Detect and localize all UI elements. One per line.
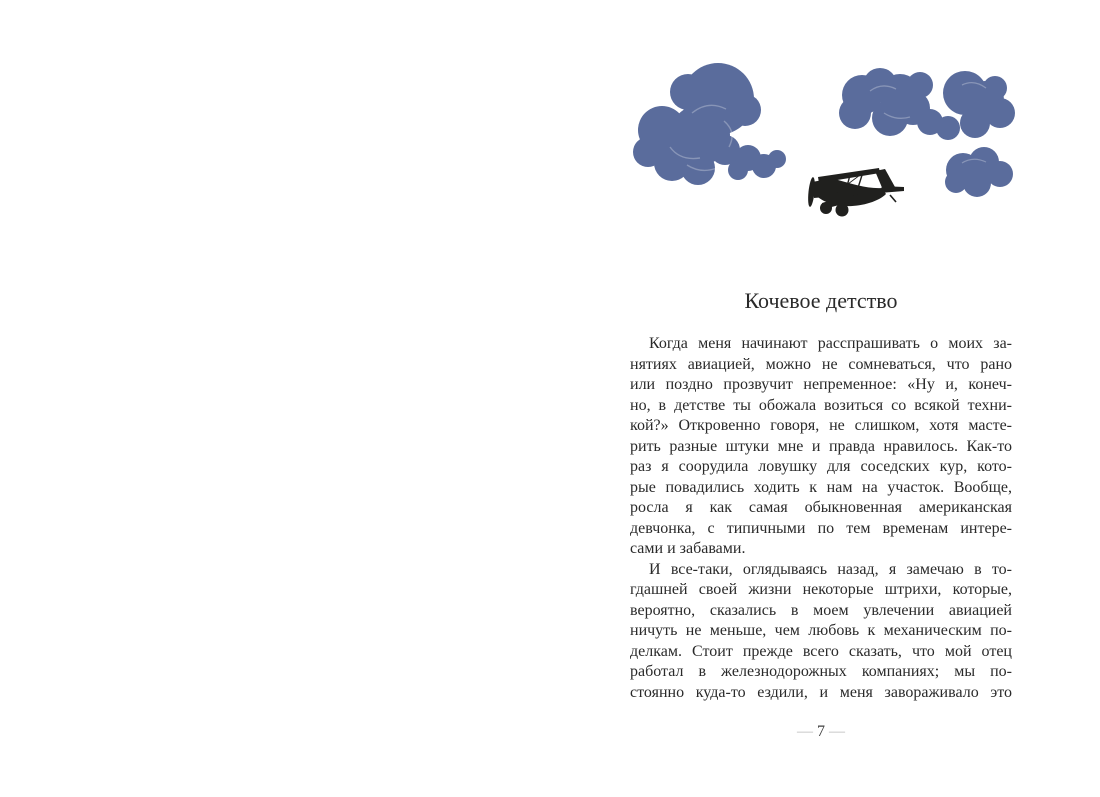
footer-dash-left: — <box>797 723 813 740</box>
text-line: девчонка, с типичными по тем временам интере- <box>630 519 1012 537</box>
text-line: раз я соорудила ловушку для соседских кур, кото- <box>630 458 1012 475</box>
text-line: делкам. Стоит прежде всего сказать, что мой отец <box>630 642 1012 660</box>
text-line: И все-таки, оглядываясь назад, я замечаю в то- <box>649 560 1012 578</box>
chapter-body <box>630 334 1012 703</box>
text-line: сами и забавами. <box>630 540 746 557</box>
biplane-icon <box>807 168 904 217</box>
text-line: росла я как самая обыкновенная американская <box>630 499 1012 516</box>
text-line: работал в железнодорожных компаниях; мы по- <box>630 663 1012 680</box>
text-line: вероятно, сказались в моем увлечении авиацией <box>630 601 1012 619</box>
text-line: нятиях авиацией, можно не сомневаться, что рано <box>630 355 1012 373</box>
text-line: ничуть не меньше, чем любовь к механическим по- <box>630 622 1012 639</box>
footer-dash-right: — <box>829 723 845 740</box>
text-line: рить разные штуки мне и правда нравилось. Как-то <box>630 437 1012 455</box>
page-number: 7 <box>817 723 825 740</box>
chapter-title: Кочевое детство <box>744 288 898 313</box>
text-line: гдашней своей жизни некоторые штрихи, которые, <box>630 581 1012 598</box>
cloud-small-icon <box>945 147 1013 197</box>
text-line: но, в детстве ты обожала возиться со всякой техни- <box>630 396 1012 414</box>
cloud-large-icon <box>633 63 786 185</box>
text-line: кой?» Откровенно говоря, не слишком, хотя масте- <box>630 417 1012 434</box>
chapter-illustration <box>632 55 1017 225</box>
text-line: стоянно куда-то ездили, и меня завораживало это <box>630 683 1012 701</box>
text-line: Когда меня начинают расспрашивать о моих за- <box>649 335 1012 352</box>
text-line: рые повадились ходить к нам на участок. Вообще, <box>630 478 1012 496</box>
text-line: или поздно прозвучит непременное: «Ну и, конеч- <box>630 376 1012 393</box>
page-footer <box>630 722 1012 741</box>
cloud-wide-icon <box>839 68 1015 140</box>
